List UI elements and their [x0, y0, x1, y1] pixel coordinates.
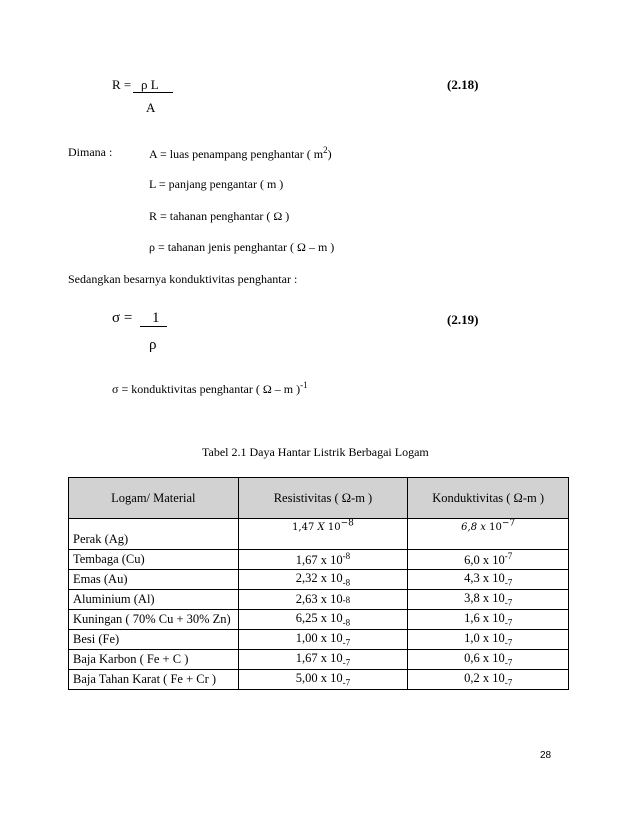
table-caption: Tabel 2.1 Daya Hantar Listrik Berbagai Logam [202, 445, 429, 459]
cell-conductivity: 1,0 x $10_{-7}$ [408, 630, 569, 650]
eq1-lhs: R = [112, 77, 132, 92]
conductivity-table [68, 477, 569, 690]
where-item-area: A = luas penampang penghantar ( $m^2$) [149, 145, 332, 161]
sigma-definition: σ = konduktivitas penghantar ( Ω – m )$^{-1}$ [112, 380, 308, 396]
cell-conductivity: 3,8 x $10_{-7}$ [408, 590, 569, 610]
table-row [69, 670, 569, 690]
cell-conductivity: 0,2 x $10_{-7}$ [408, 670, 569, 690]
cell-resistivity: 2,32 x $10_{-8}$ [238, 570, 408, 590]
cell-resistivity: 1,67 x $10^{-8}$ [238, 550, 408, 570]
where-label: Dimana : [68, 145, 113, 159]
cell-conductivity: 4,3 x $10_{-7}$ [408, 570, 569, 590]
cell-resistivity: 2,63 x 10-8 [238, 590, 408, 610]
table-header-row [69, 478, 569, 519]
cell-material: Perak (Ag) [69, 519, 239, 550]
eq1-fraction-bar [133, 92, 173, 93]
eq2-lhs: σ = [112, 310, 133, 326]
eq1-numerator: ρ L [141, 77, 159, 92]
eq2-reference: (2.19) [447, 312, 479, 327]
eq2-numerator: 1 [152, 310, 160, 326]
cell-material: Baja Tahan Karat ( Fe + Cr ) [69, 670, 239, 690]
header-material: Logam/ Material [69, 478, 239, 519]
cell-material: Aluminium (Al) [69, 590, 239, 610]
table-row [69, 519, 569, 550]
cell-conductivity: 6,0 x $10^{-7}$ [408, 550, 569, 570]
cell-material: Tembaga (Cu) [69, 550, 239, 570]
cell-material: Baja Karbon ( Fe + C ) [69, 650, 239, 670]
table-row [69, 610, 569, 630]
page-number: 28 [540, 750, 552, 761]
cell-resistivity: 1,67 x $10_{-7}$ [238, 650, 408, 670]
table-row [69, 550, 569, 570]
cell-conductivity: 0,6 x $10_{-7}$ [408, 650, 569, 670]
cell-material: Emas (Au) [69, 570, 239, 590]
where-item-resistivity: ρ = tahanan jenis penghantar ( Ω – m ) [149, 240, 335, 254]
where-item-length: L = panjang pengantar ( m ) [149, 177, 284, 191]
cell-material: Besi (Fe) [69, 630, 239, 650]
table-row [69, 570, 569, 590]
conductivity-sentence: Sedangkan besarnya konduktivitas penghantar : [68, 272, 298, 286]
eq1-denominator: A [146, 100, 156, 115]
cell-conductivity: 6,8 x $10^{-7}$ [408, 519, 569, 550]
cell-conductivity: 1,6 x $10_{-7}$ [408, 610, 569, 630]
header-conductivity: Konduktivitas ( Ω-m ) [408, 478, 569, 519]
cell-resistivity: 6,25 x $10_{-8}$ [238, 610, 408, 630]
cell-resistivity: 5,00 x $10_{-7}$ [238, 670, 408, 690]
cell-resistivity: 1,47 X $10^{-8}$ [238, 519, 408, 550]
table-row [69, 590, 569, 610]
table-row [69, 630, 569, 650]
eq2-fraction-bar [140, 326, 167, 327]
eq2-denominator: ρ [149, 337, 157, 353]
cell-resistivity: 1,00 x $10_{-7}$ [238, 630, 408, 650]
table-row [69, 650, 569, 670]
where-item-resistance: R = tahanan penghantar ( Ω ) [149, 209, 290, 223]
header-resistivity: Resistivitas ( Ω-m ) [238, 478, 408, 519]
eq1-reference: (2.18) [447, 77, 479, 92]
cell-material: Kuningan ( 70% Cu + 30% Zn) [69, 610, 239, 630]
